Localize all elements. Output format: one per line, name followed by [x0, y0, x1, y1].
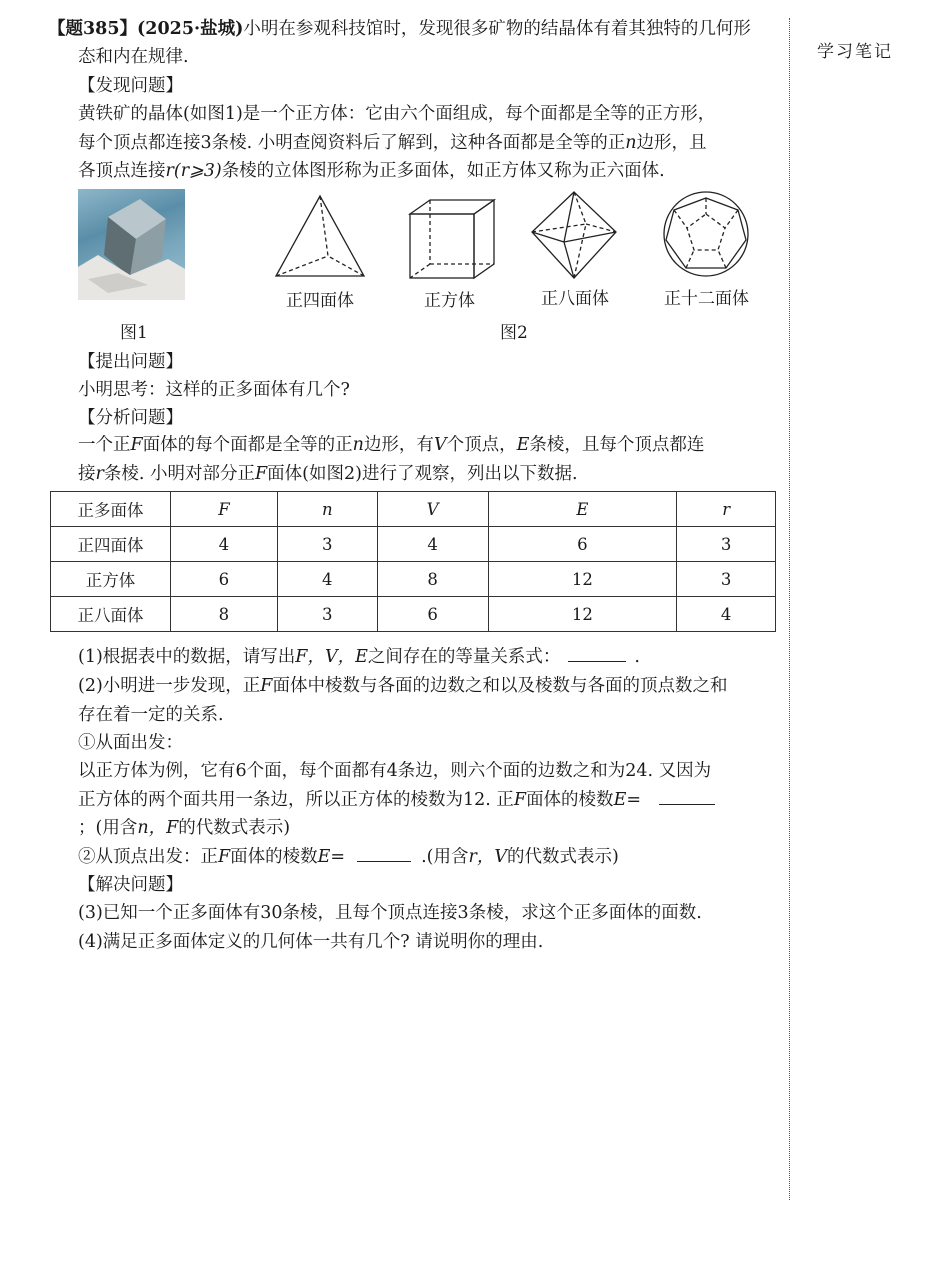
q2-part-face: ①从面出发：	[78, 733, 183, 753]
q2-part-face-line-1: 以正方体为例，它有6个面，每个面都有4条边，则六个面的边数之和为24. 又因为	[78, 761, 712, 781]
tetrahedron-drawing	[276, 196, 364, 276]
intro-text-1: 小明在参观科技馆时，发现很多矿物的结晶体有着其独特的几何形	[243, 19, 751, 39]
var-n: n	[625, 133, 637, 153]
q1-text-a: (1)根据表中的数据，请写出	[78, 647, 296, 667]
discover-text-3b: 条棱的立体图形称为正多面体，如正方体又称为正六面体.	[221, 161, 665, 181]
table-cell: 8	[171, 597, 278, 632]
var-V: V	[433, 435, 447, 455]
table-cell: 4	[171, 527, 278, 562]
discover-line-3	[78, 159, 665, 183]
table-header-cell: r	[677, 492, 776, 527]
table-header-cell: n	[277, 492, 377, 527]
table-cell: 正四面体	[51, 527, 171, 562]
question-2-line-1	[78, 674, 727, 698]
study-notes-label: 学习笔记	[817, 42, 893, 62]
analyze-2b: 条棱. 小明对部分正	[103, 464, 255, 484]
table-header-row	[51, 492, 776, 527]
caption-octahedron: 正八面体	[541, 289, 609, 309]
question-3: (3)已知一个正多面体有30条棱，且每个顶点连接3条棱，求这个正多面体的面数.	[78, 903, 702, 923]
var-r: r	[95, 464, 104, 484]
table-row	[51, 527, 776, 562]
table-cell: 4	[677, 597, 776, 632]
table-header-cell: V	[377, 492, 488, 527]
q2p1-text-c: ；(用含	[78, 818, 138, 838]
table-cell: 8	[377, 562, 488, 597]
table-cell: 4	[277, 562, 377, 597]
analyze-line-1	[78, 433, 704, 457]
discover-line-1: 黄铁矿的晶体(如图1)是一个正方体：它由六个面组成，每个面都是全等的正方形，	[78, 104, 716, 124]
q1-vars: F，V，E	[295, 647, 368, 667]
analyze-2c: 面体(如图2)进行了观察，列出以下数据.	[267, 464, 578, 484]
analyze-1c: 边形，有	[363, 435, 434, 455]
var-E-equals: E=	[613, 790, 642, 810]
table-cell: 6	[488, 527, 677, 562]
var-F: F	[130, 435, 143, 455]
var-F: F	[255, 464, 268, 484]
q2p2-text-c: .(用含	[421, 847, 469, 867]
question-4: (4)满足正多面体定义的几何体一共有几个? 请说明你的理由.	[78, 932, 544, 952]
figure-1-caption: 图1	[120, 323, 148, 343]
q1-end: .	[634, 647, 640, 667]
table-row	[51, 597, 776, 632]
raise-text: 小明思考：这样的正多面体有几个?	[78, 380, 350, 400]
q2-part-vertex	[78, 845, 619, 869]
var-F: F	[513, 790, 527, 810]
table-cell: 4	[377, 527, 488, 562]
q2p2-text-d: 的代数式表示)	[507, 847, 619, 867]
section-discover: 【发现问题】	[78, 76, 183, 96]
analyze-1b: 面体的每个面都是全等的正	[142, 435, 353, 455]
discover-text-2a: 每个顶点都连接3条棱. 小明查阅资料后了解到，这种各面都是全等的正	[78, 133, 626, 153]
var-F: F	[218, 847, 231, 867]
table-cell: 3	[277, 527, 377, 562]
problem-source: (2025·盐城)	[137, 19, 244, 39]
q2-part-face-line-3	[78, 816, 290, 840]
polyhedra-data-table	[50, 491, 776, 632]
var-n: n	[352, 435, 364, 455]
answer-blank-q2-face[interactable]	[659, 788, 715, 805]
table-header-cell: 正多面体	[51, 492, 171, 527]
section-raise: 【提出问题】	[78, 352, 183, 372]
table-cell: 6	[171, 562, 278, 597]
table-cell: 正方体	[51, 562, 171, 597]
polyhedra-figure	[268, 188, 768, 283]
problem-intro-line-2: 态和内在规律.	[78, 47, 189, 67]
pyrite-crystal-photo	[78, 189, 185, 300]
caption-tetrahedron: 正四面体	[286, 291, 354, 311]
table-cell: 12	[488, 562, 677, 597]
caption-cube: 正方体	[424, 291, 475, 311]
analyze-1d: 个顶点，	[446, 435, 517, 455]
notes-divider	[789, 18, 790, 1200]
cube-drawing	[410, 200, 494, 278]
table-cell: 12	[488, 597, 677, 632]
q2p1-vars: n，F	[137, 818, 179, 838]
dodecahedron-drawing	[664, 192, 748, 276]
question-1	[78, 645, 640, 669]
octahedron-drawing	[532, 192, 616, 278]
table-cell: 正八面体	[51, 597, 171, 632]
q2-text-a: (2)小明进一步发现，正	[78, 676, 261, 696]
q2p1-text-a: 正方体的两个面共用一条边，所以正方体的棱数为12. 正	[78, 790, 514, 810]
q2p1-text-d: 的代数式表示)	[178, 818, 291, 838]
table-header-cell: F	[171, 492, 278, 527]
problem-tag: 【题385】	[48, 19, 138, 39]
table-cell: 3	[677, 527, 776, 562]
var-E-equals: E=	[317, 847, 346, 867]
figure-2-caption: 图2	[500, 323, 528, 343]
q2p2-text-a: ②从顶点出发：正	[78, 847, 218, 867]
table-header-cell: E	[488, 492, 677, 527]
problem-intro-line-1	[48, 17, 751, 41]
answer-blank-q1[interactable]	[568, 645, 626, 662]
q2p2-vars: r，V	[468, 847, 508, 867]
analyze-2a: 接	[78, 464, 96, 484]
table-cell: 3	[277, 597, 377, 632]
discover-text-3a: 各顶点连接	[78, 161, 166, 181]
var-E: E	[516, 435, 530, 455]
table-row	[51, 562, 776, 597]
analyze-line-2	[78, 462, 578, 486]
q2p1-text-b: 面体的棱数	[526, 790, 614, 810]
analyze-1e: 条棱，且每个顶点都连	[529, 435, 705, 455]
section-analyze: 【分析问题】	[78, 408, 183, 428]
caption-dodecahedron: 正十二面体	[664, 289, 749, 309]
discover-text-2b: 边形，且	[636, 133, 707, 153]
answer-blank-q2-vertex[interactable]	[357, 845, 411, 862]
q2p2-text-b: 面体的棱数	[230, 847, 318, 867]
table-cell: 3	[677, 562, 776, 597]
section-solve: 【解决问题】	[78, 875, 183, 895]
question-2-line-2: 存在着一定的关系.	[78, 705, 224, 725]
var-r-condition: r(r⩾3)	[165, 161, 222, 181]
q1-text-b: 之间存在的等量关系式：	[367, 647, 561, 667]
table-cell: 6	[377, 597, 488, 632]
q2-part-face-line-2	[78, 788, 715, 812]
var-F: F	[260, 676, 273, 696]
q2-text-b: 面体中棱数与各面的边数之和以及棱数与各面的顶点数之和	[272, 676, 728, 696]
analyze-1a: 一个正	[78, 435, 131, 455]
discover-line-2	[78, 131, 707, 155]
